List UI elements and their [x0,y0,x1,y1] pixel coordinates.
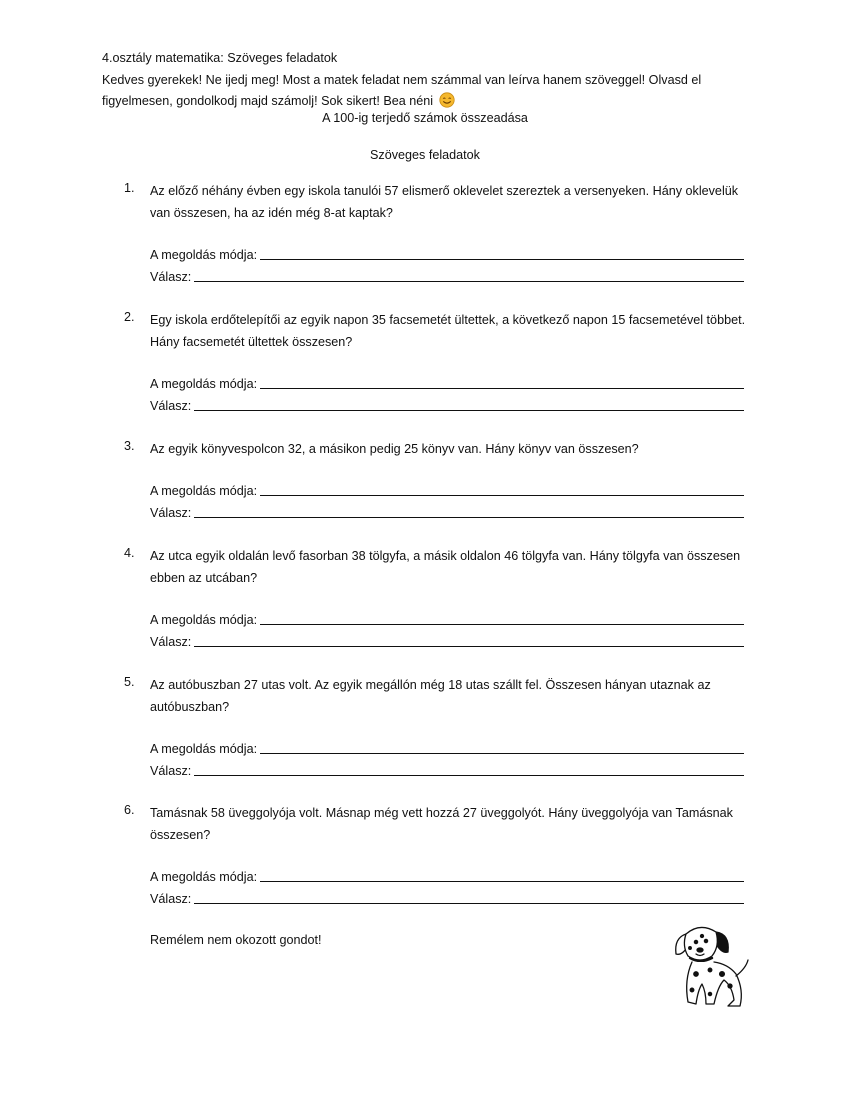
method-label: A megoldás módja: [150,741,258,756]
answer-line [194,410,744,411]
problem-text: Tamásnak 58 üveggolyója volt. Másnap még vett hozzá 27 üveggolyót. Hány üveggolyója van Tamásnak összesen? [150,806,733,842]
method-field[interactable] [150,608,744,628]
problem-text: Az utca egyik oldalán levő fasorban 38 tölgyfa, a másik oldalon 46 tölgyfa van. Hány tölgyfa van összesen ebben az utcában? [150,549,741,585]
smiley-face-icon [439,92,455,108]
method-field[interactable] [150,479,744,499]
answer-label: Válasz: [150,269,192,284]
method-field[interactable] [150,865,744,885]
dalmatian-puppy-icon [666,920,752,1014]
answer-line [194,517,744,518]
answer-line [194,646,744,647]
method-label: A megoldás módja: [150,376,258,391]
worksheet-title: 4.osztály matematika: Szöveges feladatok [102,51,338,65]
answer-line [194,281,744,282]
method-label: A megoldás módja: [150,869,258,884]
method-field[interactable] [150,243,744,263]
answer-line [194,775,744,776]
section-title: Szöveges feladatok [370,148,480,162]
problem-text: Az előző néhány évben egy iskola tanulói 57 elismerő oklevelet szereztek a versenyeken. Hány oklevelük van összesen, ha az idén még 8-at kaptak? [150,184,739,220]
answer-label: Válasz: [150,763,192,778]
method-line [260,495,744,496]
answer-field[interactable] [150,759,744,779]
problem-number: 6. [124,803,135,817]
answer-label: Válasz: [150,891,192,906]
answer-field[interactable] [150,394,744,414]
closing-message: Remélem nem okozott gondot! [150,933,322,947]
intro-message: Kedves gyerekek! Ne ijedj meg! Most a matek feladat nem számmal van leírva hanem szöveggel! Olvasd el figyelmesen, gondolkodj majd számolj! Sok sikert! Bea néni [102,73,702,108]
method-line [260,881,744,882]
answer-field[interactable] [150,265,744,285]
subtitle: A 100-ig terjedő számok összeadása [322,111,528,125]
method-field[interactable] [150,737,744,757]
problem-text: Az egyik könyvespolcon 32, a másikon pedig 25 könyv van. Hány könyv van összesen? [150,442,639,456]
answer-field[interactable] [150,630,744,650]
method-line [260,259,744,260]
intro-text [102,70,752,112]
method-line [260,388,744,389]
problem-number: 4. [124,546,135,560]
problem-number: 1. [124,181,135,195]
problem-number: 2. [124,310,135,324]
method-label: A megoldás módja: [150,612,258,627]
problem-number: 3. [124,439,135,453]
problem-text: Egy iskola erdőtelepítői az egyik napon 35 facsemetét ültettek, a következő napon 15 facsemetével többet. Hány facsemetét ültettek összesen? [150,313,746,349]
answer-label: Válasz: [150,398,192,413]
answer-label: Válasz: [150,634,192,649]
method-label: A megoldás módja: [150,247,258,262]
method-label: A megoldás módja: [150,483,258,498]
method-line [260,624,744,625]
answer-field[interactable] [150,887,744,907]
problem-number: 5. [124,675,135,689]
answer-label: Válasz: [150,505,192,520]
method-field[interactable] [150,372,744,392]
answer-field[interactable] [150,501,744,521]
method-line [260,753,744,754]
problem-text: Az autóbuszban 27 utas volt. Az egyik megállón még 18 utas szállt fel. Összesen hányan utaznak az autóbuszban? [150,678,711,714]
answer-line [194,903,744,904]
